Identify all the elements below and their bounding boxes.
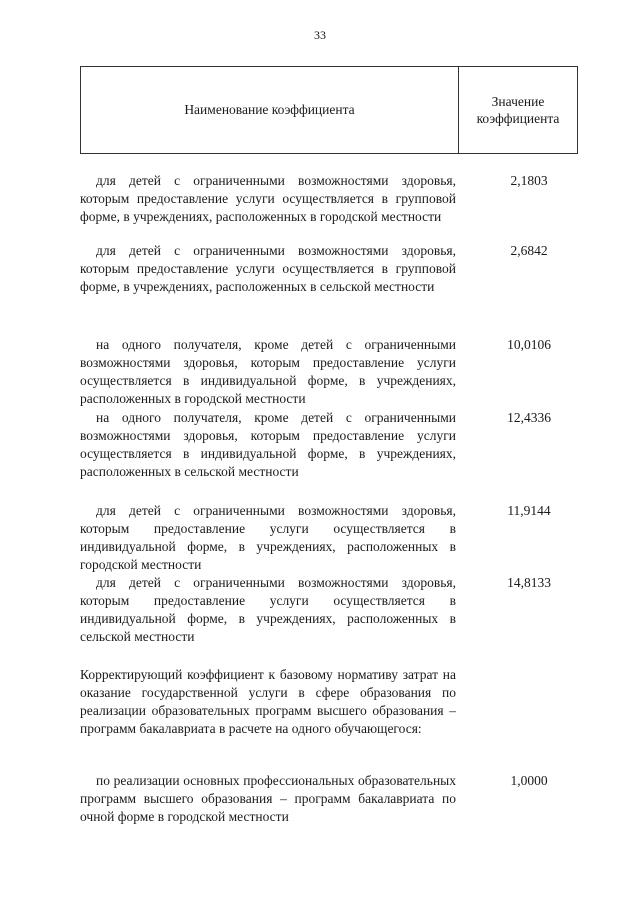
row-value: 2,1803 <box>510 173 548 188</box>
row-value: 1,0000 <box>510 773 548 788</box>
section-heading: Корректирующий коэффициент к базовому нормативу затрат на оказание государственной услуги в сфере образования по реализации образовательных программ высшего образования – программ бакалавриата в расчете на одного обучающегося: <box>80 667 456 736</box>
row-description: для детей с ограниченными возможностями здоровья, которым предоставление услуги осуществляется в групповой форме, в учреждениях, расположенных в сельской местности <box>80 243 456 294</box>
row-value: 2,6842 <box>510 243 548 258</box>
row-description: на одного получателя, кроме детей с ограниченными возможностями здоровья, которым предоставление услуги осуществляется в индивидуальной форме, в учреждениях, расположенных в сельской местности <box>80 410 456 479</box>
row-value: 11,9144 <box>507 503 551 518</box>
table-header <box>80 66 578 154</box>
row-description: для детей с ограниченными возможностями здоровья, которым предоставление услуги осуществляется в индивидуальной форме, в учреждениях, расположенных в городской местности <box>80 503 456 572</box>
row-description: по реализации основных профессиональных образовательных программ высшего образования – программ бакалавриата по очной форме в городской местности <box>80 773 456 824</box>
header-coefficient-value: Значение коэффициента <box>476 94 560 126</box>
page-number: 33 <box>314 28 326 42</box>
header-coefficient-name: Наименование коэффициента <box>81 67 459 153</box>
row-description: для детей с ограниченными возможностями здоровья, которым предоставление услуги осуществляется в групповой форме, в учреждениях, расположенных в городской местности <box>80 173 456 224</box>
row-description: на одного получателя, кроме детей с ограниченными возможностями здоровья, которым предоставление услуги осуществляется в индивидуальной форме, в учреждениях, расположенных в городской местности <box>80 337 456 406</box>
row-value: 10,0106 <box>507 337 551 352</box>
row-description: для детей с ограниченными возможностями здоровья, которым предоставление услуги осуществляется в индивидуальной форме, в учреждениях, расположенных в сельской местности <box>80 575 456 644</box>
row-value: 12,4336 <box>507 410 551 425</box>
row-value: 14,8133 <box>507 575 551 590</box>
